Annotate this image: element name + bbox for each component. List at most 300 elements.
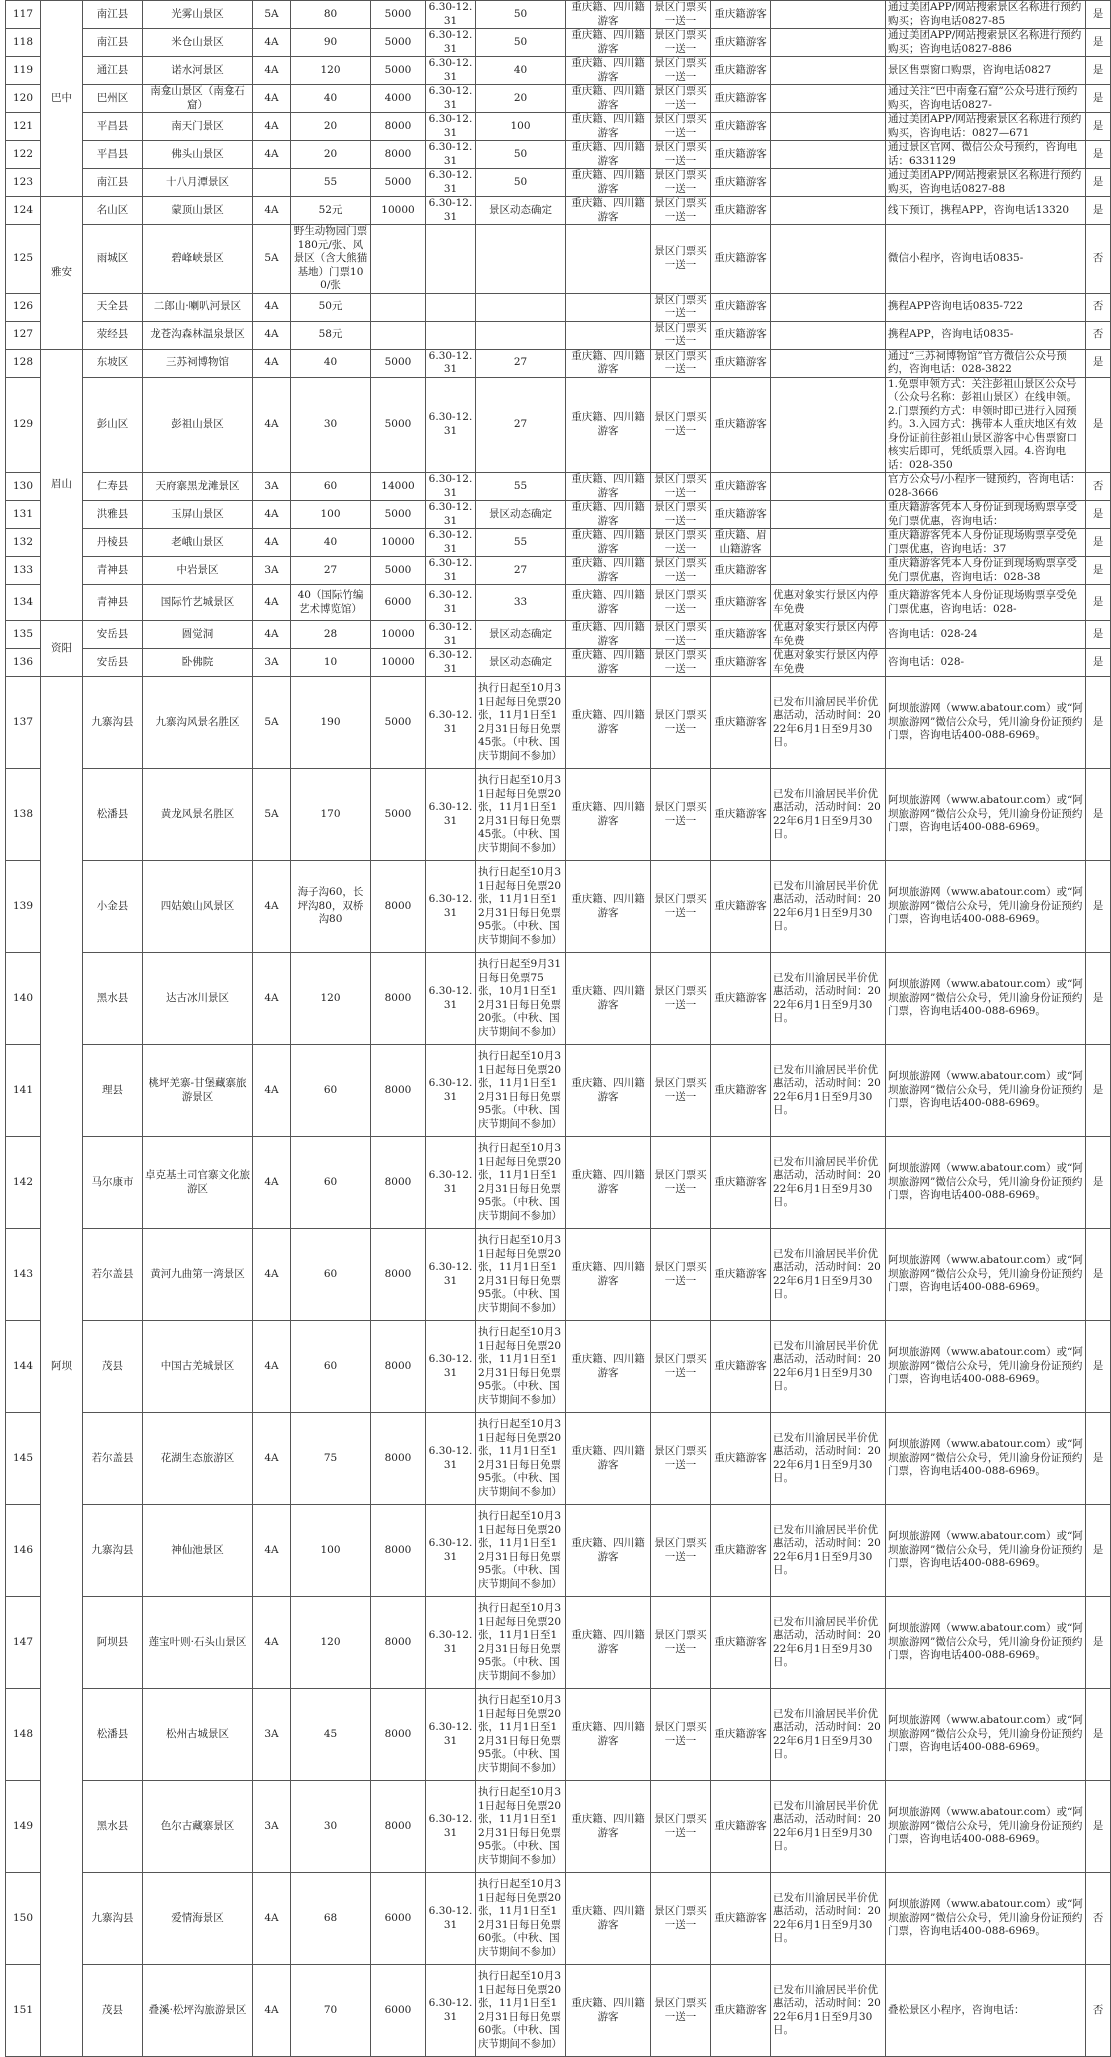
table-row [6,141,1111,169]
level-cell: 3A [253,649,291,677]
target-visitors-cell: 重庆籍、四川籍游客 [566,349,651,377]
offer-method-cell: 景区门票买一送一 [651,473,711,501]
period-cell: 6.30-12.31 [426,953,476,1045]
row-number: 150 [6,1873,41,1965]
period-cell: 6.30-12.31 [426,57,476,85]
row-number: 141 [6,1045,41,1137]
offer-method-cell: 景区门票买一送一 [651,1873,711,1965]
target-visitors-cell: 重庆籍、四川籍游客 [566,501,651,529]
city-cell: 阿坝 [41,677,83,2057]
flag-cell: 是 [1086,769,1111,861]
daily-free-cell: 50 [476,29,566,57]
discount-target-cell: 重庆籍游客 [711,1137,771,1229]
level-cell: 4A [253,1045,291,1137]
county-cell: 小金县 [83,861,143,953]
level-cell: 3A [253,557,291,585]
period-cell: 6.30-12.31 [426,677,476,769]
daily-free-cell: 执行日起至10月31日起每日免票20张，11月1日至12月31日每日免票95张。（中秋、国庆节期间不参加） [476,1229,566,1321]
price-cell: 120 [291,57,371,85]
offer-method-cell: 景区门票买一送一 [651,377,711,473]
price-cell: 60 [291,1321,371,1413]
price-cell: 120 [291,1597,371,1689]
scenic-name-cell: 卓克基土司官寨文化旅游区 [143,1137,253,1229]
daily-free-cell: 50 [476,1,566,29]
row-number: 148 [6,1689,41,1781]
daily-free-cell: 33 [476,585,566,621]
price-cell: 75 [291,1413,371,1505]
discount-target-cell: 重庆籍游客 [711,141,771,169]
price-cell: 20 [291,141,371,169]
scenic-name-cell: 爱情海景区 [143,1873,253,1965]
daily-free-cell [476,321,566,349]
period-cell: 6.30-12.31 [426,1873,476,1965]
period-cell [426,321,476,349]
booking-info-cell: 咨询电话：028- [886,649,1086,677]
booking-info-cell: 阿坝旅游网（www.abatour.com）或“阿坝旅游网”微信公众号，凭川渝身份证预约门票，咨询电话400-088-6969。 [886,1137,1086,1229]
price-cell: 20 [291,113,371,141]
extra-offer-cell: 已发布川渝居民半价优惠活动，活动时间：2022年6月1日至9月30日。 [771,769,886,861]
booking-info-cell: 阿坝旅游网（www.abatour.com）或“阿坝旅游网”微信公众号，凭川渝身份证预约门票，咨询电话400-088-6969。 [886,1505,1086,1597]
flag-cell: 是 [1086,141,1111,169]
target-visitors-cell: 重庆籍、四川籍游客 [566,29,651,57]
extra-offer-cell [771,141,886,169]
period-cell: 6.30-12.31 [426,649,476,677]
target-visitors-cell: 重庆籍、四川籍游客 [566,769,651,861]
flag-cell: 是 [1086,649,1111,677]
level-cell: 3A [253,1781,291,1873]
scenic-name-cell: 诺水河景区 [143,57,253,85]
county-cell: 九寨沟县 [83,1873,143,1965]
target-visitors-cell [566,225,651,294]
daily-free-cell: 执行日起至10月31日起每日免票20张，11月1日至12月31日每日免票60张。（中秋、国庆节期间不参加） [476,1965,566,2057]
county-cell: 南江县 [83,29,143,57]
flag-cell: 否 [1086,225,1111,294]
row-number: 134 [6,585,41,621]
discount-target-cell: 重庆籍游客 [711,349,771,377]
price-cell: 170 [291,769,371,861]
row-number: 119 [6,57,41,85]
scenic-name-cell: 佛头山景区 [143,141,253,169]
booking-info-cell: 阿坝旅游网（www.abatour.com）或“阿坝旅游网”微信公众号，凭川渝身份证预约门票，咨询电话400-088-6969。 [886,1045,1086,1137]
county-cell: 茂县 [83,1321,143,1413]
table-row [6,377,1111,473]
daily-free-cell: 执行日起至10月31日起每日免票20张，11月1日至12月31日每日免票95张。（中秋、国庆节期间不参加） [476,1045,566,1137]
target-visitors-cell: 重庆籍、四川籍游客 [566,1689,651,1781]
booking-info-cell: 通过美团APP/网站搜索景区名称进行预约购买，咨询电话0827-88 [886,169,1086,197]
period-cell: 6.30-12.31 [426,1689,476,1781]
scenic-name-cell: 米仓山景区 [143,29,253,57]
county-cell: 安岳县 [83,649,143,677]
target-visitors-cell: 重庆籍、四川籍游客 [566,529,651,557]
county-cell: 黑水县 [83,953,143,1045]
flag-cell: 是 [1086,169,1111,197]
offer-method-cell: 景区门票买一送一 [651,1229,711,1321]
scenic-name-cell: 南天门景区 [143,113,253,141]
daily-free-cell: 执行日起至10月31日起每日免票20张，11月1日至12月31日每日免票95张。（中秋、国庆节期间不参加） [476,1505,566,1597]
extra-offer-cell: 已发布川渝居民半价优惠活动，活动时间：2022年6月1日至9月30日。 [771,1045,886,1137]
price-cell: 120 [291,953,371,1045]
discount-target-cell: 重庆籍游客 [711,1045,771,1137]
extra-offer-cell: 优惠对象实行景区内停车免费 [771,585,886,621]
level-cell: 5A [253,677,291,769]
county-cell: 若尔盖县 [83,1413,143,1505]
price-cell: 68 [291,1873,371,1965]
booking-info-cell: 阿坝旅游网（www.abatour.com）或“阿坝旅游网”微信公众号，凭川渝身份证预约门票，咨询电话400-088-6969。 [886,953,1086,1045]
county-cell: 若尔盖县 [83,1229,143,1321]
quota-cell: 8000 [371,1505,426,1597]
booking-info-cell: 通过美团APP/网站搜索景区名称进行预约购买；咨询电话0827-85 [886,1,1086,29]
county-cell: 马尔康市 [83,1137,143,1229]
booking-info-cell: 阿坝旅游网（www.abatour.com）或“阿坝旅游网”微信公众号，凭川渝身份证预约门票，咨询电话400-088-6969。 [886,1597,1086,1689]
extra-offer-cell [771,57,886,85]
level-cell: 4A [253,621,291,649]
discount-target-cell: 重庆籍游客 [711,769,771,861]
extra-offer-cell [771,529,886,557]
offer-method-cell: 景区门票买一送一 [651,169,711,197]
discount-target-cell: 重庆籍游客 [711,57,771,85]
period-cell: 6.30-12.31 [426,29,476,57]
city-cell: 眉山 [41,349,83,621]
daily-free-cell: 执行日起至10月31日起每日免票20张，11月1日至12月31日每日免票95张。（中秋、国庆节期间不参加） [476,861,566,953]
target-visitors-cell: 重庆籍、四川籍游客 [566,113,651,141]
discount-target-cell: 重庆籍游客 [711,1321,771,1413]
table-row [6,1413,1111,1505]
quota-cell: 5000 [371,557,426,585]
daily-free-cell [476,293,566,321]
price-cell: 28 [291,621,371,649]
offer-method-cell: 景区门票买一送一 [651,953,711,1045]
daily-free-cell: 执行日起至10月31日起每日免票20张，11月1日至12月31日每日免票95张。（中秋、国庆节期间不参加） [476,1137,566,1229]
extra-offer-cell: 已发布川渝居民半价优惠活动，活动时间：2022年6月1日至9月30日。 [771,861,886,953]
extra-offer-cell [771,473,886,501]
offer-method-cell: 景区门票买一送一 [651,1965,711,2057]
target-visitors-cell: 重庆籍、四川籍游客 [566,557,651,585]
table-row [6,501,1111,529]
offer-method-cell: 景区门票买一送一 [651,1137,711,1229]
level-cell: 4A [253,141,291,169]
discount-target-cell: 重庆籍游客 [711,953,771,1045]
offer-method-cell: 景区门票买一送一 [651,1505,711,1597]
discount-target-cell: 重庆籍游客 [711,1689,771,1781]
booking-info-cell: 阿坝旅游网（www.abatour.com）或“阿坝旅游网”微信公众号，凭川渝身份证预约门票，咨询电话400-088-6969。 [886,677,1086,769]
discount-target-cell: 重庆籍游客 [711,377,771,473]
scenic-name-cell: 叠溪·松坪沟旅游景区 [143,1965,253,2057]
row-number: 143 [6,1229,41,1321]
quota-cell: 5000 [371,57,426,85]
booking-info-cell: 阿坝旅游网（www.abatour.com）或“阿坝旅游网”微信公众号，凭川渝身份证预约门票，咨询电话400-088-6969。 [886,1873,1086,1965]
target-visitors-cell: 重庆籍、四川籍游客 [566,1505,651,1597]
level-cell: 4A [253,1229,291,1321]
quota-cell: 14000 [371,473,426,501]
row-number: 125 [6,225,41,294]
discount-target-cell: 重庆籍游客 [711,1781,771,1873]
extra-offer-cell: 优惠对象实行景区内停车免费 [771,649,886,677]
table-row [6,769,1111,861]
table-row [6,197,1111,225]
quota-cell: 6000 [371,1965,426,2057]
level-cell: 4A [253,1965,291,2057]
table-row [6,677,1111,769]
quota-cell: 10000 [371,649,426,677]
table-row [6,585,1111,621]
flag-cell: 是 [1086,1321,1111,1413]
extra-offer-cell: 已发布川渝居民半价优惠活动，活动时间：2022年6月1日至9月30日。 [771,1229,886,1321]
row-number: 117 [6,1,41,29]
row-number: 130 [6,473,41,501]
quota-cell: 8000 [371,861,426,953]
table-row [6,1873,1111,1965]
level-cell: 4A [253,585,291,621]
county-cell: 九寨沟县 [83,1505,143,1597]
flag-cell: 是 [1086,861,1111,953]
price-cell: 60 [291,473,371,501]
offer-method-cell: 景区门票买一送一 [651,349,711,377]
daily-free-cell: 100 [476,113,566,141]
daily-free-cell: 20 [476,85,566,113]
target-visitors-cell [566,293,651,321]
target-visitors-cell: 重庆籍、四川籍游客 [566,677,651,769]
price-cell: 100 [291,501,371,529]
booking-info-cell: 重庆籍游客凭本人身份证现场购票享受免门票优惠，咨询电话：028- [886,585,1086,621]
offer-method-cell: 景区门票买一送一 [651,769,711,861]
target-visitors-cell [566,321,651,349]
target-visitors-cell: 重庆籍、四川籍游客 [566,377,651,473]
price-cell: 27 [291,557,371,585]
extra-offer-cell [771,85,886,113]
row-number: 123 [6,169,41,197]
flag-cell: 是 [1086,57,1111,85]
daily-free-cell: 55 [476,529,566,557]
daily-free-cell: 27 [476,377,566,473]
row-number: 149 [6,1781,41,1873]
level-cell: 4A [253,29,291,57]
table-row [6,1,1111,29]
price-cell: 10 [291,649,371,677]
discount-target-cell: 重庆籍游客 [711,677,771,769]
period-cell: 6.30-12.31 [426,1597,476,1689]
level-cell: 4A [253,85,291,113]
flag-cell: 是 [1086,85,1111,113]
discount-target-cell: 重庆籍游客 [711,585,771,621]
county-cell: 松潘县 [83,1689,143,1781]
scenic-name-cell: 圆觉洞 [143,621,253,649]
row-number: 126 [6,293,41,321]
discount-target-cell: 重庆籍游客 [711,321,771,349]
county-cell: 名山区 [83,197,143,225]
daily-free-cell: 景区动态确定 [476,197,566,225]
target-visitors-cell: 重庆籍、四川籍游客 [566,1137,651,1229]
target-visitors-cell: 重庆籍、四川籍游客 [566,85,651,113]
price-cell: 80 [291,1,371,29]
flag-cell: 是 [1086,1597,1111,1689]
booking-info-cell: 线下预订，携程APP，咨询电话13320 [886,197,1086,225]
target-visitors-cell: 重庆籍、四川籍游客 [566,473,651,501]
booking-info-cell: 景区售票窗口购票，咨询电话0827 [886,57,1086,85]
target-visitors-cell: 重庆籍、四川籍游客 [566,649,651,677]
offer-method-cell: 景区门票买一送一 [651,677,711,769]
table-row [6,225,1111,294]
table-row [6,1781,1111,1873]
booking-info-cell: 通过美团APP/网站搜索景区名称进行预约购买，咨询电话：0827—671 [886,113,1086,141]
discount-target-cell: 重庆籍游客 [711,1413,771,1505]
quota-cell: 5000 [371,677,426,769]
scenic-name-cell: 卧佛院 [143,649,253,677]
offer-method-cell: 景区门票买一送一 [651,529,711,557]
scenic-name-cell: 国际竹艺城景区 [143,585,253,621]
row-number: 135 [6,621,41,649]
flag-cell: 是 [1086,1045,1111,1137]
booking-info-cell: 通过美团APP/网站搜索景区名称进行预约购买；咨询电话0827-886 [886,29,1086,57]
city-cell: 雅安 [41,197,83,350]
price-cell: 40 [291,349,371,377]
daily-free-cell: 27 [476,349,566,377]
daily-free-cell [476,225,566,294]
county-cell: 通江县 [83,57,143,85]
flag-cell: 是 [1086,1413,1111,1505]
discount-target-cell: 重庆籍游客 [711,113,771,141]
level-cell: 4A [253,197,291,225]
level-cell: 4A [253,501,291,529]
row-number: 122 [6,141,41,169]
flag-cell: 是 [1086,197,1111,225]
scenic-name-cell: 南龛山景区（南龛石窟） [143,85,253,113]
period-cell: 6.30-12.31 [426,1,476,29]
quota-cell: 6000 [371,1873,426,1965]
table-row [6,1045,1111,1137]
extra-offer-cell: 已发布川渝居民半价优惠活动，活动时间：2022年6月1日至9月30日。 [771,1413,886,1505]
price-cell: 60 [291,1045,371,1137]
price-cell: 60 [291,1229,371,1321]
flag-cell: 否 [1086,321,1111,349]
discount-target-cell: 重庆籍游客 [711,621,771,649]
extra-offer-cell: 已发布川渝居民半价优惠活动，活动时间：2022年6月1日至9月30日。 [771,1689,886,1781]
period-cell: 6.30-12.31 [426,1965,476,2057]
period-cell: 6.30-12.31 [426,85,476,113]
price-cell: 海子沟60，长坪沟80，双桥沟80 [291,861,371,953]
level-cell: 5A [253,1,291,29]
extra-offer-cell [771,349,886,377]
scenic-name-cell: 神仙池景区 [143,1505,253,1597]
period-cell: 6.30-12.31 [426,1505,476,1597]
period-cell [426,225,476,294]
discount-target-cell: 重庆籍游客 [711,197,771,225]
booking-info-cell: 微信小程序，咨询电话0835- [886,225,1086,294]
booking-info-cell: 阿坝旅游网（www.abatour.com）或“阿坝旅游网”微信公众号，凭川渝身份证预约门票，咨询电话400-088-6969。 [886,1781,1086,1873]
offer-method-cell: 景区门票买一送一 [651,501,711,529]
booking-info-cell: 通过关注“巴中南龛石窟”公众号进行预约购买，咨询电话0827- [886,85,1086,113]
discount-target-cell: 重庆籍游客 [711,861,771,953]
county-cell: 天全县 [83,293,143,321]
level-cell [253,169,291,197]
county-cell: 九寨沟县 [83,677,143,769]
quota-cell: 8000 [371,1229,426,1321]
offer-method-cell: 景区门票买一送一 [651,225,711,294]
table-row [6,1229,1111,1321]
discount-target-cell: 重庆籍游客 [711,1597,771,1689]
price-cell: 30 [291,1781,371,1873]
row-number: 137 [6,677,41,769]
scenic-name-cell: 四姑娘山风景区 [143,861,253,953]
booking-info-cell: 阿坝旅游网（www.abatour.com）或“阿坝旅游网”微信公众号，凭川渝身份证预约门票，咨询电话400-088-6969。 [886,861,1086,953]
daily-free-cell: 景区动态确定 [476,621,566,649]
target-visitors-cell: 重庆籍、四川籍游客 [566,1045,651,1137]
county-cell: 洪雅县 [83,501,143,529]
target-visitors-cell: 重庆籍、四川籍游客 [566,1321,651,1413]
flag-cell: 是 [1086,501,1111,529]
discount-target-cell: 重庆籍游客 [711,1873,771,1965]
scenic-name-cell: 松州古城景区 [143,1689,253,1781]
offer-method-cell: 景区门票买一送一 [651,197,711,225]
offer-method-cell: 景区门票买一送一 [651,1689,711,1781]
extra-offer-cell [771,293,886,321]
daily-free-cell: 55 [476,473,566,501]
offer-method-cell: 景区门票买一送一 [651,1321,711,1413]
quota-cell: 8000 [371,113,426,141]
extra-offer-cell [771,1,886,29]
county-cell: 仁寿县 [83,473,143,501]
discount-target-cell: 重庆籍游客 [711,1965,771,2057]
period-cell: 6.30-12.31 [426,377,476,473]
extra-offer-cell: 已发布川渝居民半价优惠活动，活动时间：2022年6月1日至9月30日。 [771,677,886,769]
period-cell: 6.30-12.31 [426,113,476,141]
quota-cell: 8000 [371,1781,426,1873]
offer-method-cell: 景区门票买一送一 [651,1597,711,1689]
daily-free-cell: 执行日起至10月31日起每日免票20张，11月1日至12月31日每日免票45张。（中秋、国庆节期间不参加） [476,677,566,769]
scenic-name-cell: 玉屏山景区 [143,501,253,529]
county-cell: 阿坝县 [83,1597,143,1689]
quota-cell: 10000 [371,529,426,557]
level-cell: 3A [253,1689,291,1781]
level-cell: 4A [253,953,291,1045]
quota-cell: 8000 [371,1689,426,1781]
discount-target-cell: 重庆籍游客 [711,225,771,294]
extra-offer-cell [771,321,886,349]
level-cell: 4A [253,349,291,377]
price-cell: 野生动物园门票180元/张、风景区（含大熊猫基地）门票100/张 [291,225,371,294]
daily-free-cell: 执行日起至10月31日起每日免票20张，11月1日至12月31日每日免票95张。（中秋、国庆节期间不参加） [476,1597,566,1689]
scenic-name-cell: 黄龙风景名胜区 [143,769,253,861]
price-cell: 30 [291,377,371,473]
extra-offer-cell: 已发布川渝居民半价优惠活动，活动时间：2022年6月1日至9月30日。 [771,1597,886,1689]
level-cell: 4A [253,1505,291,1597]
county-cell: 彭山区 [83,377,143,473]
extra-offer-cell: 已发布川渝居民半价优惠活动，活动时间：2022年6月1日至9月30日。 [771,1965,886,2057]
target-visitors-cell: 重庆籍、四川籍游客 [566,141,651,169]
scenic-name-cell: 中岩景区 [143,557,253,585]
period-cell: 6.30-12.31 [426,169,476,197]
period-cell: 6.30-12.31 [426,197,476,225]
county-cell: 雨城区 [83,225,143,294]
quota-cell: 5000 [371,377,426,473]
county-cell: 青神县 [83,557,143,585]
booking-info-cell: 阿坝旅游网（www.abatour.com）或“阿坝旅游网”微信公众号，凭川渝身份证预约门票，咨询电话400-088-6969。 [886,1689,1086,1781]
row-number: 120 [6,85,41,113]
level-cell: 4A [253,529,291,557]
quota-cell: 5000 [371,169,426,197]
daily-free-cell: 27 [476,557,566,585]
row-number: 131 [6,501,41,529]
offer-method-cell: 景区门票买一送一 [651,1781,711,1873]
extra-offer-cell: 已发布川渝居民半价优惠活动，活动时间：2022年6月1日至9月30日。 [771,1137,886,1229]
daily-free-cell: 执行日起至9月31日每日免票75张，10月1日至12月31日每日免票20张。（中秋、国庆节期间不参加） [476,953,566,1045]
extra-offer-cell [771,197,886,225]
discount-target-cell: 重庆籍游客 [711,1229,771,1321]
county-cell: 黑水县 [83,1781,143,1873]
row-number: 140 [6,953,41,1045]
period-cell: 6.30-12.31 [426,1413,476,1505]
level-cell: 4A [253,57,291,85]
period-cell: 6.30-12.31 [426,349,476,377]
